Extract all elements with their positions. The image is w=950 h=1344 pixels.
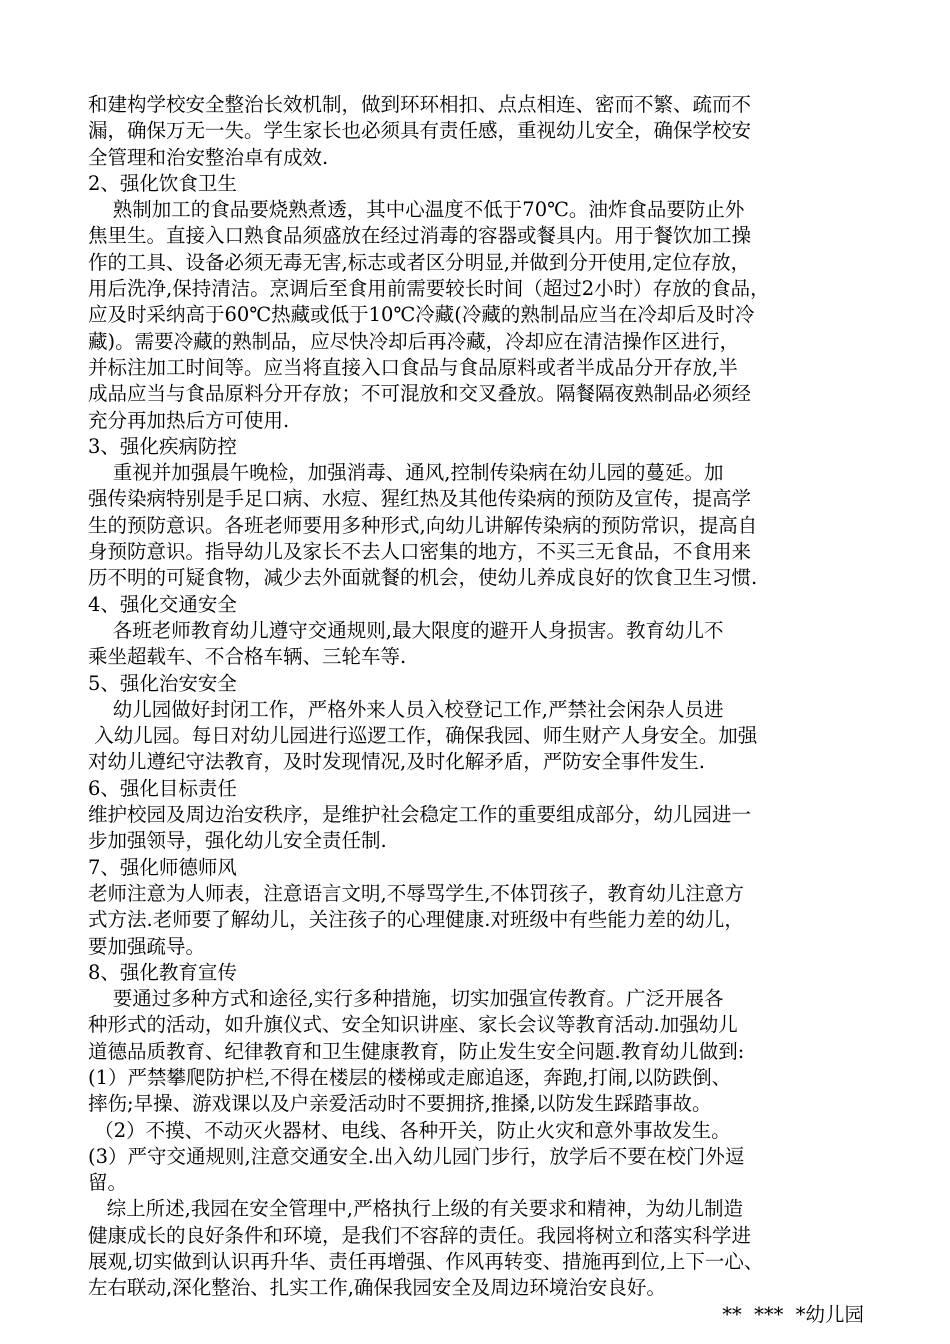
body-line: 维护校园及周边治安秩序，是维护社会稳定工作的重要组成部分，幼儿园进一 <box>88 803 752 827</box>
section-heading: 5、强化治安安全 <box>88 671 237 695</box>
body-line: 乘坐超载车、不合格车辆、三轮车等. <box>88 645 407 669</box>
body-line: 熟制加工的食品要烧熟煮透，其中心温度不低于70℃。油炸食品要防止外 <box>88 198 745 222</box>
body-line: 留。 <box>88 1171 128 1195</box>
body-line: 道德品质教育、纪律教育和卫生健康教育，防止发生安全问题.教育幼儿做到: <box>88 1039 745 1063</box>
body-line: 重视并加强晨午晚检，加强消毒、通风,控制传染病在幼儿园的蔓延。加 <box>88 461 724 485</box>
body-line: 入幼儿园。每日对幼儿园进行巡逻工作，确保我园、师生财产人身安全。加强 <box>88 724 758 748</box>
body-line: 种形式的活动，如升旗仪式、安全知识讲座、家长会议等教育活动.加强幼儿 <box>88 1013 738 1037</box>
section-heading: 4、强化交通安全 <box>88 592 237 616</box>
signature: ** *** *幼儿园 <box>722 1302 864 1326</box>
body-line: 综上所述,我园在安全管理中,严格执行上级的有关要求和精神，为幼儿制造 <box>88 1197 743 1221</box>
body-line: 式方法.老师要了解幼儿，关注孩子的心理健康.对班级中有些能力差的幼儿， <box>88 908 744 932</box>
body-line: 身预防意识。指导幼儿及家长不去人口密集的地方，不买三无食品，不食用来 <box>88 540 752 564</box>
body-line: 要通过多种方式和途径,实行多种措施，切实加强宣传教育。广泛开展各 <box>88 987 724 1011</box>
body-line: 应及时采纳高于60℃热藏或低于10℃冷藏(冷藏的熟制品应当在冷却后及时冷 <box>88 303 755 327</box>
body-line: 作的工具、设备必须无毒无害,标志或者区分明显,并做到分开使用,定位存放， <box>88 250 751 274</box>
body-line: 历不明的可疑食物，减少去外面就餐的机会，使幼儿养成良好的饮食卫生习惯. <box>88 566 758 590</box>
body-line: 强传染病特别是手足口病、水痘、猩红热及其他传染病的预防及宣传，提高学 <box>88 487 752 511</box>
body-line: 并标注加工时间等。应当将直接入口食品与食品原料或者半成品分开存放,半 <box>88 355 738 379</box>
body-line: 用后洗净,保持清洁。烹调后至食用前需要较长时间（超过2小时）存放的食品， <box>88 277 770 301</box>
body-line: 老师注意为人师表，注意语言文明,不辱骂学生,不体罚孩子，教育幼儿注意方 <box>88 881 744 905</box>
body-line: 漏，确保万无一失。学生家长也必须具有责任感，重视幼儿安全，确保学校安 <box>88 119 752 143</box>
body-line: 健康成长的良好条件和环境，是我们不容辞的责任。我园将树立和落实科学进 <box>88 1223 752 1247</box>
body-line: 对幼儿遵纪守法教育，及时发现情况,及时化解矛盾，严防安全事件发生. <box>88 750 705 774</box>
body-line: 和建构学校安全整治长效机制，做到环环相扣、点点相连、密而不繁、疏而不 <box>88 93 752 116</box>
section-heading: 3、强化疾病防控 <box>88 434 237 458</box>
body-line: 焦里生。直接入口熟食品须盛放在经过消毒的容器或餐具内。用于餐饮加工操 <box>88 224 752 248</box>
section-heading: 8、强化教育宣传 <box>88 960 237 984</box>
section-heading: 7、强化师德师风 <box>88 855 237 879</box>
body-line: 各班老师教育幼儿遵守交通规则,最大限度的避开人身损害。教育幼儿不 <box>88 618 724 642</box>
body-line: 生的预防意识。各班老师要用多种形式,向幼儿讲解传染病的预防常识，提高自 <box>88 513 758 537</box>
body-line: 展观,切实做到认识再升华、责任再增强、作风再转变、措施再到位,上下一心、 <box>88 1250 764 1274</box>
document-page <box>88 92 864 1328</box>
body-line: 幼儿园做好封闭工作，严格外来人员入校登记工作,严禁社会闲杂人员进 <box>88 697 724 721</box>
body-line: 充分再加热后方可使用. <box>88 408 290 432</box>
section-heading: 6、强化目标责任 <box>88 776 237 800</box>
body-line: 藏)。需要冷藏的熟制品，应尽快冷却后再冷藏，冷却应在清洁操作区进行， <box>88 329 740 353</box>
body-line: 摔伤;早操、游戏课以及户亲爱活动时不要拥挤,推搡,以防发生踩踏事故。 <box>88 1092 712 1116</box>
body-line: 全管理和治安整治卓有成效. <box>88 145 329 169</box>
body-line: 左右联动,深化整治、扎实工作,确保我园安全及周边环境治安良好。 <box>88 1276 666 1300</box>
body-line: 步加强领导，强化幼儿安全责任制. <box>88 829 387 853</box>
body-line: (1）严禁攀爬防护栏,不得在楼层的楼梯或走廊追逐，奔跑,打闹,以防跌倒、 <box>88 1065 732 1089</box>
body-line: 要加强疏导。 <box>88 934 206 958</box>
body-line: 成品应当与食品原料分开存放；不可混放和交叉叠放。隔餐隔夜熟制品必须经 <box>88 382 752 406</box>
body-line: （2）不摸、不动灭火器材、电线、各种开关，防止火灾和意外事故发生。 <box>88 1118 731 1142</box>
section-heading: 2、强化饮食卫生 <box>88 171 237 195</box>
body-line: (3）严守交通规则,注意交通安全.出入幼儿园门步行，放学后不要在校门外逗 <box>88 1144 745 1168</box>
